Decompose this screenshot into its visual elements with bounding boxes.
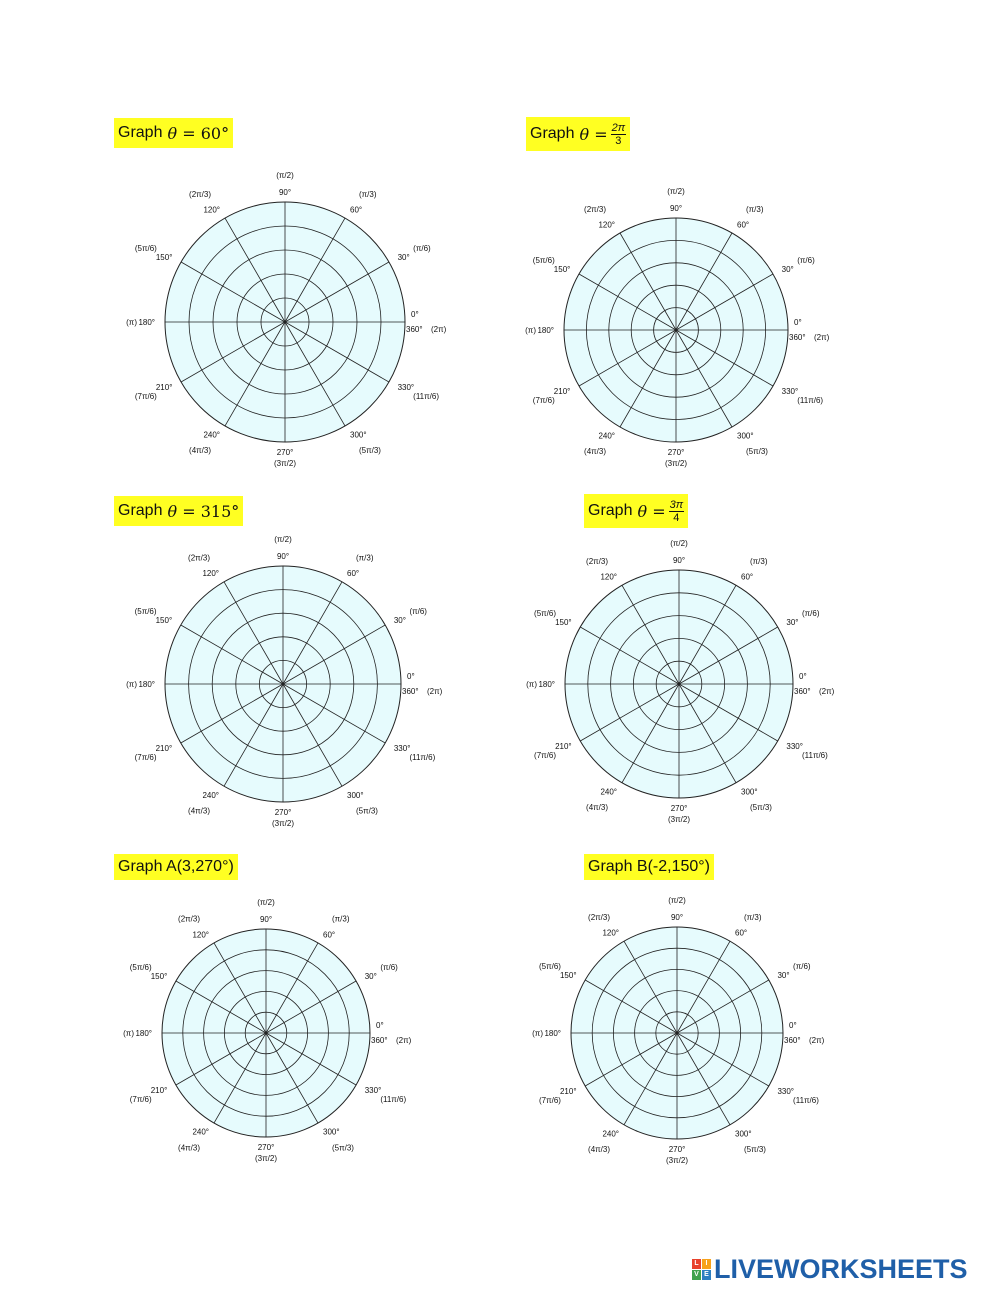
logo-letter-v: V — [692, 1270, 701, 1280]
degree-label-330: 330° — [781, 387, 799, 396]
degree-label-270: 270° — [668, 1145, 686, 1154]
degree-label-120: 120° — [202, 569, 219, 579]
radian-label-90: (π/2) — [274, 535, 292, 544]
degree-label-0: 0° — [376, 1021, 384, 1030]
degree-label-90: 90° — [670, 913, 684, 922]
radian-label-150: (5π/6) — [129, 963, 152, 972]
radian-label-210: (7π/6) — [538, 1096, 561, 1105]
radian-label-150: (5π/6) — [134, 244, 157, 253]
radian-label-30: (π/6) — [413, 244, 431, 253]
radian-label-150: (5π/6) — [134, 607, 157, 616]
radian-label-180: (π) — [126, 318, 137, 327]
radian-label-30: (π/6) — [801, 609, 820, 618]
degree-label-90: 90° — [259, 915, 273, 924]
radian-label-120: (2π/3) — [584, 204, 606, 214]
degree-label-90: 90° — [672, 556, 686, 565]
radian-label-210: (7π/6) — [134, 753, 157, 762]
degree-label-150: 150° — [155, 253, 173, 262]
radian-label-60: (π/3) — [332, 914, 350, 924]
degree-label-150: 150° — [150, 972, 168, 981]
radian-label-210: (7π/6) — [534, 751, 557, 760]
degree-label-90: 90° — [669, 204, 683, 213]
radian-label-0: (2π) — [819, 687, 835, 696]
degree-label-360: 360° — [789, 333, 806, 342]
radian-label-330: (11π/6) — [793, 1096, 819, 1105]
radian-label-120: (2π/3) — [189, 189, 211, 199]
radian-label-150: (5π/6) — [538, 962, 561, 971]
radian-label-210: (7π/6) — [129, 1095, 152, 1104]
prompt-2-denominator: 3 — [615, 134, 622, 147]
degree-label-90: 90° — [276, 552, 290, 561]
degree-label-300: 300° — [323, 1127, 340, 1137]
radian-label-0: (2π) — [427, 687, 443, 696]
prompt-2-numerator: 2π — [611, 121, 626, 134]
degree-label-180: 180° — [544, 1029, 561, 1038]
radian-label-300: (5π/3) — [359, 446, 381, 456]
degree-label-120: 120° — [598, 220, 615, 230]
degree-label-120: 120° — [600, 572, 617, 582]
radian-label-240: (4π/3) — [586, 802, 608, 812]
prompt-5-text: Graph A(3,270°) — [118, 858, 234, 875]
degree-label-60: 60° — [347, 569, 360, 579]
radian-label-240: (4π/3) — [588, 1145, 610, 1155]
radian-label-0: (2π) — [809, 1036, 825, 1045]
logo-letter-i: I — [702, 1259, 711, 1269]
degree-label-270: 270° — [274, 808, 292, 817]
radian-label-300: (5π/3) — [746, 447, 768, 457]
radian-label-0: (2π) — [431, 325, 447, 334]
radian-label-330: (11π/6) — [409, 753, 436, 762]
degree-label-60: 60° — [741, 572, 754, 582]
degree-label-180: 180° — [138, 318, 155, 327]
degree-label-240: 240° — [600, 787, 617, 797]
prompt-4-denominator: 4 — [673, 511, 680, 524]
radian-label-60: (π/3) — [750, 557, 768, 567]
degree-label-0: 0° — [794, 318, 802, 327]
radian-label-270: (3π/2) — [668, 815, 690, 824]
degree-label-60: 60° — [350, 205, 363, 215]
prompt-4-var: θ — [637, 501, 648, 521]
radian-label-60: (π/3) — [746, 204, 764, 214]
radian-label-90: (π/2) — [670, 539, 688, 548]
degree-label-30: 30° — [786, 618, 799, 627]
radian-label-0: (2π) — [814, 333, 830, 342]
degree-label-30: 30° — [777, 971, 790, 980]
radian-label-270: (3π/2) — [666, 1156, 688, 1165]
degree-label-270: 270° — [276, 448, 294, 457]
degree-label-210: 210° — [553, 387, 571, 396]
logo-mark — [692, 1259, 711, 1280]
radian-label-120: (2π/3) — [588, 912, 610, 922]
degree-label-240: 240° — [602, 1129, 619, 1139]
radian-label-300: (5π/3) — [332, 1143, 354, 1153]
degree-label-180: 180° — [538, 680, 555, 689]
degree-label-360: 360° — [794, 687, 811, 696]
radian-label-180: (π) — [126, 680, 137, 689]
degree-label-300: 300° — [741, 787, 758, 797]
degree-label-30: 30° — [364, 972, 377, 981]
degree-label-300: 300° — [350, 430, 367, 440]
degree-label-30: 30° — [781, 265, 794, 274]
degree-label-210: 210° — [155, 744, 173, 753]
radian-label-0: (2π) — [396, 1036, 412, 1045]
radian-label-330: (11π/6) — [797, 396, 824, 405]
radian-label-240: (4π/3) — [188, 806, 210, 816]
degree-label-240: 240° — [202, 790, 219, 800]
degree-label-300: 300° — [735, 1129, 752, 1139]
radian-label-180: (π) — [532, 1029, 543, 1038]
radian-label-270: (3π/2) — [255, 1154, 277, 1163]
radian-label-300: (5π/3) — [750, 802, 772, 812]
radian-label-270: (3π/2) — [665, 459, 687, 468]
radian-label-120: (2π/3) — [188, 553, 210, 563]
logo-letter-e: E — [702, 1270, 711, 1280]
prompt-6-text: Graph B(-2,150°) — [588, 858, 711, 875]
radian-label-90: (π/2) — [276, 171, 294, 180]
degree-label-240: 240° — [598, 431, 615, 441]
degree-label-210: 210° — [155, 383, 173, 392]
radian-label-30: (π/6) — [380, 963, 398, 972]
radian-label-300: (5π/3) — [356, 806, 378, 816]
radian-label-240: (4π/3) — [584, 447, 606, 457]
radian-label-240: (4π/3) — [189, 446, 211, 456]
radian-label-180: (π) — [526, 680, 537, 689]
degree-label-150: 150° — [555, 618, 572, 627]
radian-label-60: (π/3) — [359, 189, 377, 199]
radian-label-30: (π/6) — [797, 256, 815, 265]
prompt-2-prefix: Graph — [530, 125, 575, 142]
radian-label-90: (π/2) — [667, 187, 685, 196]
degree-label-360: 360° — [402, 687, 419, 696]
radian-label-300: (5π/3) — [744, 1145, 766, 1155]
radian-label-270: (3π/2) — [272, 819, 294, 828]
degree-label-150: 150° — [553, 265, 571, 274]
prompt-3-prefix: Graph — [118, 502, 163, 519]
radian-label-330: (11π/6) — [801, 751, 828, 760]
degree-label-210: 210° — [559, 1087, 577, 1096]
prompt-3-var: θ — [167, 501, 178, 521]
degree-label-210: 210° — [150, 1086, 168, 1095]
prompt-1-prefix: Graph — [118, 124, 163, 141]
radian-label-120: (2π/3) — [586, 557, 608, 567]
prompt-3-value: 315° — [200, 501, 240, 521]
radian-label-210: (7π/6) — [532, 396, 555, 405]
degree-label-330: 330° — [786, 742, 803, 751]
radian-label-270: (3π/2) — [274, 459, 296, 468]
degree-label-0: 0° — [411, 310, 419, 319]
radian-label-120: (2π/3) — [178, 914, 200, 924]
radian-label-240: (4π/3) — [178, 1143, 200, 1153]
degree-label-360: 360° — [371, 1036, 388, 1045]
degree-label-0: 0° — [789, 1021, 797, 1030]
degree-label-30: 30° — [397, 253, 410, 262]
radian-label-90: (π/2) — [668, 896, 686, 905]
radian-label-330: (11π/6) — [413, 392, 439, 401]
radian-label-180: (π) — [123, 1029, 134, 1038]
degree-label-120: 120° — [602, 928, 619, 938]
degree-label-330: 330° — [393, 744, 411, 753]
radian-label-180: (π) — [525, 326, 536, 335]
degree-label-180: 180° — [138, 680, 155, 689]
degree-label-330: 330° — [364, 1086, 382, 1095]
prompt-2-rel: = — [594, 124, 608, 144]
prompt-3-rel: = — [182, 501, 196, 521]
degree-label-240: 240° — [203, 430, 220, 440]
degree-label-330: 330° — [397, 383, 415, 392]
degree-label-360: 360° — [784, 1036, 801, 1045]
radian-label-330: (11π/6) — [380, 1095, 407, 1104]
radian-label-30: (π/6) — [793, 962, 811, 971]
degree-label-330: 330° — [777, 1087, 795, 1096]
degree-label-210: 210° — [555, 742, 572, 751]
degree-label-240: 240° — [192, 1127, 209, 1137]
degree-label-150: 150° — [559, 971, 577, 980]
prompt-4-numerator: 3π — [669, 498, 684, 511]
prompt-2-var: θ — [579, 124, 590, 144]
degree-label-120: 120° — [203, 205, 220, 215]
degree-label-270: 270° — [667, 448, 685, 457]
degree-label-60: 60° — [323, 930, 336, 940]
degree-label-180: 180° — [135, 1029, 152, 1038]
degree-label-360: 360° — [406, 325, 423, 334]
degree-label-90: 90° — [278, 188, 292, 197]
degree-label-150: 150° — [155, 616, 173, 625]
radian-label-90: (π/2) — [257, 898, 275, 907]
degree-label-60: 60° — [737, 220, 750, 230]
prompt-4-prefix: Graph — [588, 502, 633, 519]
liveworksheets-logo — [692, 1254, 968, 1284]
brand-name: LIVEWORKSHEETS — [714, 1253, 968, 1284]
radian-label-30: (π/6) — [409, 607, 427, 616]
degree-label-60: 60° — [735, 928, 748, 938]
degree-label-180: 180° — [537, 326, 554, 335]
logo-letter-l: L — [692, 1259, 701, 1269]
prompt-1-rel: = — [182, 123, 196, 143]
radian-label-150: (5π/6) — [532, 256, 555, 265]
prompt-4-rel: = — [652, 501, 666, 521]
degree-label-270: 270° — [257, 1143, 275, 1152]
degree-label-270: 270° — [670, 804, 688, 813]
radian-label-150: (5π/6) — [534, 609, 557, 618]
degree-label-300: 300° — [347, 790, 364, 800]
radian-label-60: (π/3) — [744, 912, 762, 922]
degree-label-0: 0° — [407, 672, 415, 681]
prompt-1-value: 60° — [200, 123, 230, 143]
degree-label-120: 120° — [192, 930, 209, 940]
degree-label-0: 0° — [799, 672, 807, 681]
radian-label-210: (7π/6) — [134, 392, 157, 401]
prompt-1-var: θ — [167, 123, 178, 143]
degree-label-300: 300° — [737, 431, 754, 441]
radian-label-60: (π/3) — [356, 553, 374, 563]
degree-label-30: 30° — [393, 616, 406, 625]
